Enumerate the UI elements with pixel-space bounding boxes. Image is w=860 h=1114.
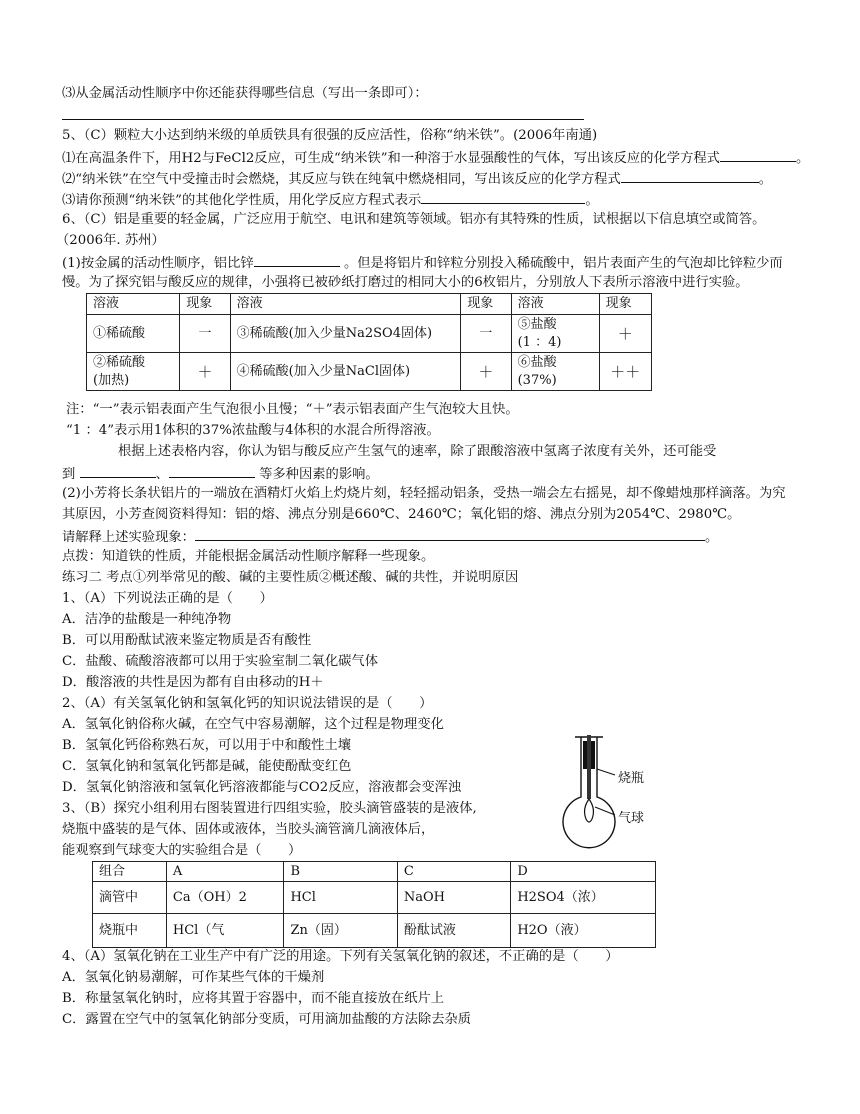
q6-part3-end: 。 xyxy=(704,530,719,545)
table-cell: 滴管中 xyxy=(93,882,167,914)
q6-part3-answer xyxy=(62,527,718,547)
experiment-table xyxy=(86,293,652,391)
table-cell: Ca（OH）2 xyxy=(166,882,284,914)
q5-title: 5、（C）颗粒大小达到纳米级的单质铁具有很强的反应活性，俗称“纳米铁”。(2006年南通) xyxy=(62,128,598,143)
flask-balloon-figure xyxy=(555,735,665,860)
combination-table xyxy=(92,861,656,948)
table-cell: H2SO4（浓） xyxy=(511,882,656,914)
answer-blank xyxy=(720,148,796,162)
option-b: B．称量氢氧化钠时，应将其置于容器中，而不能直接放在纸片上 xyxy=(62,991,445,1006)
q6-note2: “1 ：4”表示用1体积的37%浓盐酸与4体积的水混合所得溶液。 xyxy=(66,423,440,438)
q6-part1-text: (1)按金属的活动性顺序，铝比锌 xyxy=(62,256,254,271)
option-a: A．氢氧化钠易潮解，可作某些气体的干燥剂 xyxy=(62,970,325,985)
table-cell: NaOH xyxy=(397,882,510,914)
q6-title: 6、（C）铝是重要的轻金属，广泛应用于航空、电讯和建筑等领域。铝亦有其特殊的性质，试根据以下信息填空或简答。 xyxy=(62,212,766,227)
table-header: 现象 xyxy=(180,294,230,315)
table-cell: ①稀硫酸 xyxy=(87,315,180,353)
table-header: 组合 xyxy=(93,862,167,882)
table-cell: 烧瓶中 xyxy=(93,914,167,948)
table-cell xyxy=(511,353,599,391)
q5-part2-text: ⑵“纳米铁”在空气中受撞击时会燃烧，其反应与铁在纯氧中燃烧相同，写出该反应的化学方程式 xyxy=(62,172,621,187)
answer-blank xyxy=(421,190,585,204)
answer-line xyxy=(62,119,584,120)
q6-part2: 根据上述表格内容，你认为铝与酸反应产生氢气的速率，除了跟酸溶液中氢离子浓度有关外，还可能受 xyxy=(118,444,717,459)
answer-blank xyxy=(254,253,340,267)
table-cell: 酚酞试液 xyxy=(397,914,510,948)
table-cell-line: ⑤盐酸 xyxy=(517,316,557,332)
table-cell: ④稀硫酸(加入少量NaCl固体) xyxy=(230,353,461,391)
table-cell: ③稀硫酸(加入少量Na2SO4固体) xyxy=(230,315,461,353)
q6-part1 xyxy=(62,253,783,273)
practice-heading: 练习二 考点①列举常见的酸、碱的主要性质②概述酸、碱的共性，并说明原因 xyxy=(62,570,519,585)
answer-blank xyxy=(169,464,255,478)
table-cell: HCl（气 xyxy=(166,914,284,948)
flask-label: 烧瓶 xyxy=(618,771,645,786)
question-3: 3、（B）探究小组利用右图装置进行四组实验，胶头滴管盛装的是液体, xyxy=(62,801,477,816)
option-d: D．酸溶液的共性是因为都有自由移动的H＋ xyxy=(62,675,324,690)
table-cell xyxy=(87,353,180,391)
table-row xyxy=(93,914,656,948)
table-header: 溶液 xyxy=(87,294,180,315)
q6-part2-cont xyxy=(62,464,379,484)
q6-part1-text2: 。但是将铝片和锌粒分别投入稀硫酸中，铝片表面产生的气泡却比锌粒少而 xyxy=(343,256,783,271)
table-cell: 一 xyxy=(180,315,230,353)
table-cell-line: ②稀硫酸 xyxy=(93,354,146,370)
table-cell: ＋＋ xyxy=(599,353,651,391)
option-b: B．可以用酚酞试液来鉴定物质是否有酸性 xyxy=(62,633,312,648)
option-b: B．氢氧化钙俗称熟石灰，可以用于中和酸性土壤 xyxy=(62,738,352,753)
option-c: C．盐酸、硫酸溶液都可以用于实验室制二氧化碳气体 xyxy=(62,654,379,669)
table-header: 现象 xyxy=(599,294,651,315)
q6-part3-cont: 其原因，小芳查阅资料得知：铝的熔、沸点分别是660℃、2460℃；氧化铝的熔、沸点分别为2054℃、2980℃。 xyxy=(62,507,741,522)
table-header: A xyxy=(166,862,284,882)
question-2: 2、（A）有关氢氧化钠和氢氧化钙的知识说法错误的是（ ） xyxy=(62,696,433,711)
table-cell: ＋ xyxy=(599,315,651,353)
question-4: 4、（A）氢氧化钠在工业生产中有广泛的用途。下列有关氢氧化钠的叙述，不正确的是（ ） xyxy=(62,949,619,964)
option-c: C．露置在空气中的氢氧化钠部分变质，可用滴加盐酸的方法除去杂质 xyxy=(62,1012,472,1027)
q5-part2: ⑵“纳米铁”在空气中受撞击时会燃烧，其反应与铁在纯氧中燃烧相同，写出该反应的化学方程式 。 xyxy=(62,169,772,189)
balloon-icon xyxy=(585,799,594,822)
tip: 点拨：知道铁的性质，并能根据金属活动性顺序解释一些现象。 xyxy=(62,549,435,564)
option-a: A．氢氧化钠俗称火碱，在空气中容易潮解，这个过程是物理变化 xyxy=(62,717,444,732)
q6-part1-cont: 慢。为了探究铝与酸反应的规律，小强将已被砂纸打磨过的相同大小的6枚铝片，分别放人下表所示溶液中进行实验。 xyxy=(62,275,749,290)
table-header: 溶液 xyxy=(230,294,461,315)
answer-blank xyxy=(621,169,759,183)
table-cell-line: (加热) xyxy=(93,372,130,388)
table-header-row xyxy=(87,294,652,315)
table-header: 现象 xyxy=(461,294,511,315)
table-row xyxy=(87,353,652,391)
q6-part2-text2: 等多种因素的影响。 xyxy=(259,467,379,482)
table-header: B xyxy=(284,862,397,882)
table-cell: 一 xyxy=(461,315,511,353)
q5-part3: ⑶请你预测“纳米铁”的其他化学性质，用化学反应方程式表示 。 xyxy=(62,190,599,210)
table-header: C xyxy=(397,862,510,882)
table-header-row xyxy=(93,862,656,882)
q5-part1-text: ⑴在高温条件下，用H2与FeCl2反应，可生成“纳米铁”和一种溶于水显强酸性的气体，写出该反应的化学方程式 xyxy=(62,151,720,166)
answer-blank xyxy=(195,527,705,541)
table-header: D xyxy=(511,862,656,882)
question-3-cont: 烧瓶中盛装的是气体、固体或液体，当胶头滴管滴几滴液体后， xyxy=(62,822,435,837)
q6-part3: (2)小芳将长条状铝片的一端放在酒精灯火焰上灼烧片刻，轻轻摇动铝条，受热一端会左右摇晃，却不像蜡烛那样滴落。为究 xyxy=(62,486,786,501)
q6-source: （2006年. 苏州） xyxy=(56,233,165,248)
balloon-label: 气球 xyxy=(618,811,645,826)
q3-sub3: ⑶从金属活动性顺序中你还能获得哪些信息（写出一条即可）： xyxy=(62,86,428,101)
q6-part2-text: 到 xyxy=(62,467,76,482)
question-3-cont2: 能观察到气球变大的实验组合是（ ） xyxy=(62,843,302,858)
table-cell-line: (1 ：4) xyxy=(517,334,562,350)
table-cell: ＋ xyxy=(180,353,230,391)
option-d: D．氢氧化钠溶液和氢氧化钙溶液都能与CO2反应，溶液都会变浑浊 xyxy=(62,780,462,795)
table-header: 溶液 xyxy=(511,294,599,315)
table-cell-line: (37%) xyxy=(517,372,557,388)
label-pointer xyxy=(597,769,615,775)
table-cell: HCl xyxy=(284,882,397,914)
table-row xyxy=(87,315,652,353)
q6-note1: 注：“一”表示铝表面产生气泡很小且慢；“＋”表示铝表面产生气泡较大且快。 xyxy=(66,402,519,417)
q6-part3-prompt: 请解释上述实验现象： xyxy=(62,530,195,545)
q5-part1: ⑴在高温条件下，用H2与FeCl2反应，可生成“纳米铁”和一种溶于水显强酸性的气体，写出该反应的化学方程式 。 xyxy=(62,148,809,168)
answer-blank xyxy=(80,464,156,478)
table-cell xyxy=(511,315,599,353)
table-cell: Zn（固） xyxy=(284,914,397,948)
table-row xyxy=(93,882,656,914)
question-1: 1、（A）下列说法正确的是（ ） xyxy=(62,591,273,606)
q5-part3-text: ⑶请你预测“纳米铁”的其他化学性质，用化学反应方程式表示 xyxy=(62,193,422,208)
table-cell: ＋ xyxy=(461,353,511,391)
dropper-icon xyxy=(587,735,591,799)
option-a: A．洁净的盐酸是一种纯净物 xyxy=(62,612,232,627)
option-c: C．氢氧化钠和氢氧化钙都是碱，能使酚酞变红色 xyxy=(62,759,352,774)
table-cell-line: ⑥盐酸 xyxy=(517,354,557,370)
table-cell: H2O（液） xyxy=(511,914,656,948)
q6-part2-sep: 、 xyxy=(155,467,169,482)
